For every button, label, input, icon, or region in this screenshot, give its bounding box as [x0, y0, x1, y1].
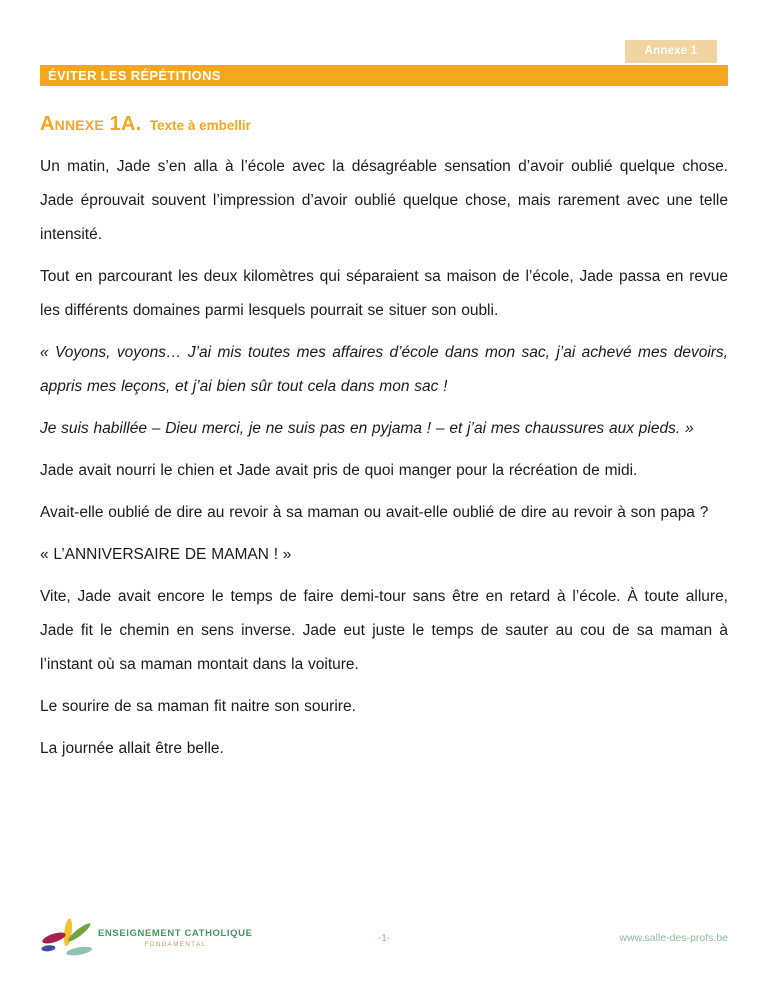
paragraph: Vite, Jade avait encore le temps de faire demi-tour sans être en retard à l’école. À toute allure, Jade fit le chemin en sens inverse. Jade eut juste le temps de sauter au cou de sa maman à l’instant où sa maman montait dans la voiture. [40, 588, 728, 673]
section-subtitle: Texte à embellir [149, 118, 251, 133]
paragraph: Avait-elle oublié de dire au revoir à sa maman ou avait-elle oublié de dire au revoir à son papa ? [40, 504, 709, 521]
footer-logo-block [40, 914, 378, 962]
page-title: ÉVITER LES RÉPÉTITIONS [48, 68, 221, 83]
org-name: ENSEIGNEMENT CATHOLIQUE [98, 928, 253, 939]
section-label: Annexe 1A. [40, 113, 142, 135]
paragraph: Tout en parcourant les deux kilomètres qui séparaient sa maison de l’école, Jade passa en revue les différents domaines parmi lesquels pourrait se situer son oubli. [40, 268, 728, 319]
title-bar [40, 65, 728, 86]
paragraph: Un matin, Jade s’en alla à l’école avec la désagréable sensation d’avoir oublié quelque chose. Jade éprouvait souvent l’impression d’avoir oublié quelque chose, mais rarement avec une telle intensité. [40, 158, 728, 243]
paragraph: Le sourire de sa maman fit naitre son sourire. [40, 698, 356, 715]
org-text [98, 928, 253, 948]
paragraph: La journée allait être belle. [40, 740, 224, 757]
paragraph: « L’ANNIVERSAIRE DE MAMAN ! » [40, 546, 292, 563]
org-subtitle: FONDAMENTAL [144, 941, 207, 948]
badge-row [40, 40, 728, 63]
paragraph: Jade avait nourri le chien et Jade avait pris de quoi manger pour la récréation de midi. [40, 462, 638, 479]
annexe-badge: Annexe 1 [625, 40, 717, 63]
paragraph: « Voyons, voyons… J’ai mis toutes mes affaires d’école dans mon sac, j’ai achevé mes devoirs, appris mes leçons, et j’ai bien sûr tout cela dans mon sac ! [40, 344, 728, 395]
body-text [40, 150, 728, 766]
page-footer [40, 912, 728, 964]
section-heading [40, 113, 728, 136]
website-link[interactable]: www.salle-des-profs.be [619, 932, 729, 944]
paragraph: Je suis habillée – Dieu merci, je ne suis pas en pyjama ! – et j’ai mes chaussures aux pieds. » [40, 420, 694, 437]
page-number: -1- [377, 932, 391, 944]
leaf-logo-icon [40, 914, 96, 962]
